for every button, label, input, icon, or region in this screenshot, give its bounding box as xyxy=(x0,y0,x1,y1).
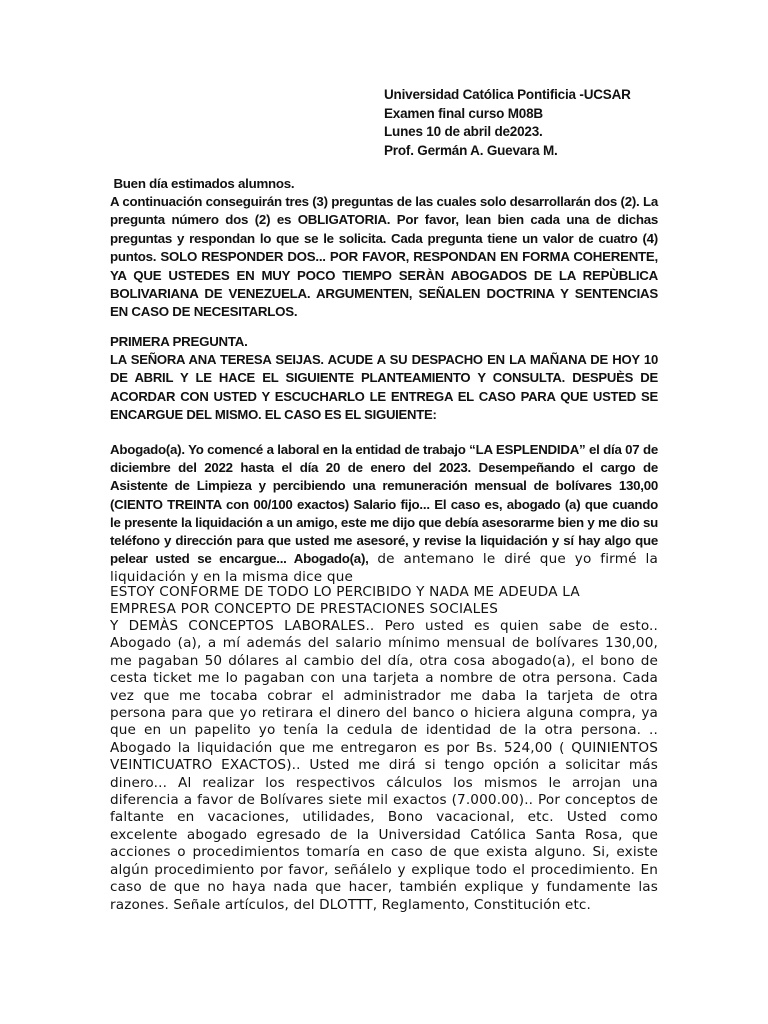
quote-line-2: EMPRESA POR CONCEPTO DE PRESTACIONES SOCIALES xyxy=(110,601,499,618)
case-bold-text: Abogado(a). Yo comencé a laboral en la entidad de trabajo “LA ESPLENDIDA” el día 07 de diciembre del 2022 hasta el día 20 de enero del 2023. Desempeñando el cargo de Asistente de Limpieza y percibiendo una remuneración mensual de bolívares 130,00 (CIENTO TREINTA con 00/100 exactos) Salario fijo... El caso es, abogado (a) que cuando le presente la liquidación a un amigo, este me dijo que debía asesorarme bien y me dio su teléfono y dirección para que usted me asesoré, y revise la liquidación y sí hay algo que pelear usted se encargue... Abogado(a), xyxy=(110,442,658,567)
quote-line-3: Y DEMÀS CONCEPTOS LABORALES xyxy=(110,618,366,634)
conformity-quote xyxy=(110,584,658,619)
question-1-intro: LA SEÑORA ANA TERESA SEIJAS. ACUDE A SU DESPACHO EN LA MAÑANA DE HOY 10 DE ABRIL Y LE HACE EL SIGUIENTE PLANTEAMIENTO Y CONSULTA. DESPUÈS DE ACORDAR CON USTED Y ESCUCHARLO LE ENTREGA EL CASO PARA QUE USTED SE ENCARGUE DEL MISMO. EL CASO ES EL SIGUIENTE: xyxy=(110,352,658,423)
case-plain-rest: .. Pero usted es quien sabe de esto.. Abogado (a), a mí además del salario mínimo mensual de bolívares 130,00, me pagaban 50 dólares al cambio del día, otra cosa abogado(a), el bono de cesta ticket me lo pagaban con una tarjeta a nombre de otra persona. Cada vez que me tocaba cobrar el administrador me daba la tarjeta de otra persona para que yo retirara el dinero del banco o hiciera alguna compra, ya que en un papelito yo tenía la cedula de identidad de la otra persona. .. Abogado la liquidación que me entregaron es por Bs. 524,00 ( QUINIENTOS VEINTICUATRO EXACTOS).. Usted me dirá si tengo opción a solicitar más dinero... Al realizar los respectivos cálculos los mismos le arrojan una diferencia a favor de Bolívares siete mil exactos (7.000.00).. Por conceptos de faltante en vacaciones, utilidades, Bono vacacional, etc. Usted como excelente abogado egresado de la Universidad Católica Santa Rosa, que acciones o procedimientos tomaría en caso de que exista alguno. Si, existe algún procedimiento por favor, señálelo y explique todo el procedimiento. En caso de que no haya nada que hacer, también explique y fundamente las razones. Señale artículos, del DLOTTT, Reglamento, Constitución etc. xyxy=(110,618,658,913)
instructions-paragraph: A continuación conseguirán tres (3) preguntas de las cuales solo desarrollarán dos (2). La pregunta número dos (2) es OBLIGATORIA. Por favor, lean bien cada una de dichas preguntas y respondan lo que se le solicita. Cada pregunta tiene un valor de cuatro (4) puntos. SOLO RESPONDER DOS... POR FAVOR, RESPONDAN EN FORMA COHERENTE, YA QUE USTEDES EN MUY POCO TIEMPO SERÀN ABOGADOS DE LA REPÙBLICA BOLIVARIANA DE VENEZUELA. ARGUMENTEN, SEÑALEN DOCTRINA Y SENTENCIAS EN CASO DE NECESITARLOS. xyxy=(110,194,658,320)
question-1-case-body xyxy=(110,618,658,914)
exam-title: Examen final curso M08B xyxy=(384,105,543,121)
question-1-case-opening xyxy=(110,441,658,587)
question-1-title: PRIMERA PREGUNTA. xyxy=(110,334,248,349)
case-plain-start: de antemano le diré que yo firmé la liquidación y en la misma dice que xyxy=(110,551,658,586)
university-name: Universidad Católica Pontificia -UCSAR xyxy=(384,87,631,102)
greeting: Buen día estimados alumnos. xyxy=(110,176,295,191)
professor-name: Prof. Germán A. Guevara M. xyxy=(384,142,558,158)
quote-line-1: ESTOY CONFORME DE TODO LO PERCIBIDO Y NADA ME ADEUDA LA xyxy=(110,584,580,600)
exam-date: Lunes 10 de abril de2023. xyxy=(384,124,543,139)
exam-header xyxy=(384,86,631,160)
